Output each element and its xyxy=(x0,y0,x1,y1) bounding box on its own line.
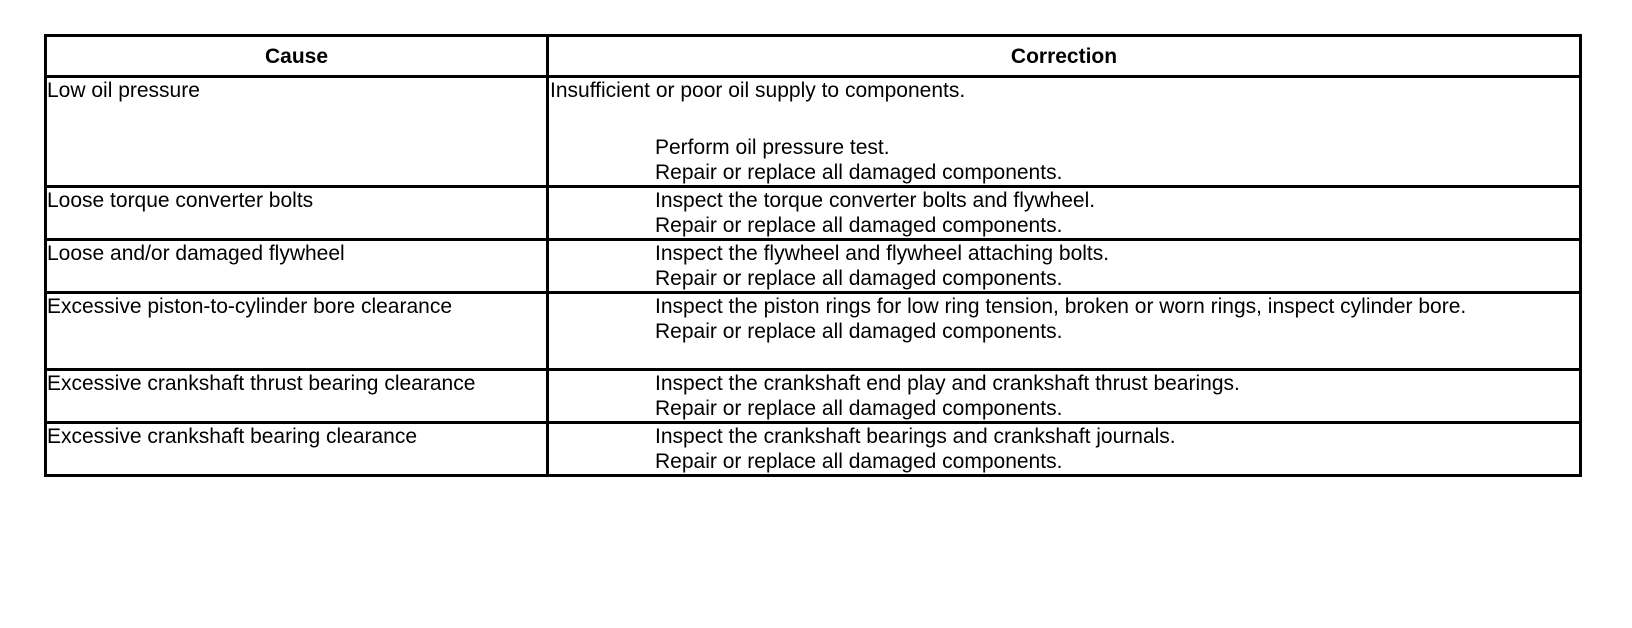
correction-step: Perform oil pressure test. xyxy=(655,136,890,159)
correction-step: Inspect the crankshaft end play and crankshaft thrust bearings. xyxy=(655,372,1240,395)
table-row xyxy=(46,77,1581,187)
table-row xyxy=(46,370,1581,423)
correction-step: Repair or replace all damaged components. xyxy=(655,320,1063,343)
table-row xyxy=(46,293,1581,370)
correction-cell xyxy=(548,240,1581,293)
table-row xyxy=(46,423,1581,476)
correction-cell xyxy=(548,187,1581,240)
correction-cell xyxy=(548,293,1581,370)
cause-cell: Loose and/or damaged flywheel xyxy=(46,240,548,293)
table-header-row xyxy=(46,36,1581,77)
correction-cell xyxy=(548,370,1581,423)
spacer xyxy=(549,103,1579,135)
table-row xyxy=(46,240,1581,293)
header-correction: Correction xyxy=(548,36,1581,77)
correction-cell xyxy=(548,77,1581,187)
correction-step: Repair or replace all damaged components. xyxy=(655,450,1063,473)
cause-cell: Excessive crankshaft thrust bearing clearance xyxy=(46,370,548,423)
correction-step: Inspect the flywheel and flywheel attaching bolts. xyxy=(655,242,1110,265)
correction-step: Inspect the crankshaft bearings and crankshaft journals. xyxy=(655,425,1176,448)
diagnostic-table xyxy=(44,34,1582,477)
correction-step: Repair or replace all damaged components. xyxy=(655,161,1063,184)
correction-lead: Insufficient or poor oil supply to components. xyxy=(550,79,966,102)
table-row xyxy=(46,187,1581,240)
header-cause: Cause xyxy=(46,36,548,77)
cause-cell: Low oil pressure xyxy=(46,77,548,187)
correction-step: Inspect the torque converter bolts and flywheel. xyxy=(655,189,1096,212)
correction-step: Repair or replace all damaged components. xyxy=(655,214,1063,237)
correction-step: Repair or replace all damaged components. xyxy=(655,397,1063,420)
correction-cell xyxy=(548,423,1581,476)
correction-step: Inspect the piston rings for low ring tension, broken or worn rings, inspect cylinder bore. xyxy=(655,295,1467,318)
cause-cell: Excessive crankshaft bearing clearance xyxy=(46,423,548,476)
cause-cell: Loose torque converter bolts xyxy=(46,187,548,240)
correction-step: Repair or replace all damaged components. xyxy=(655,267,1063,290)
cause-cell: Excessive piston-to-cylinder bore clearance xyxy=(46,293,548,370)
